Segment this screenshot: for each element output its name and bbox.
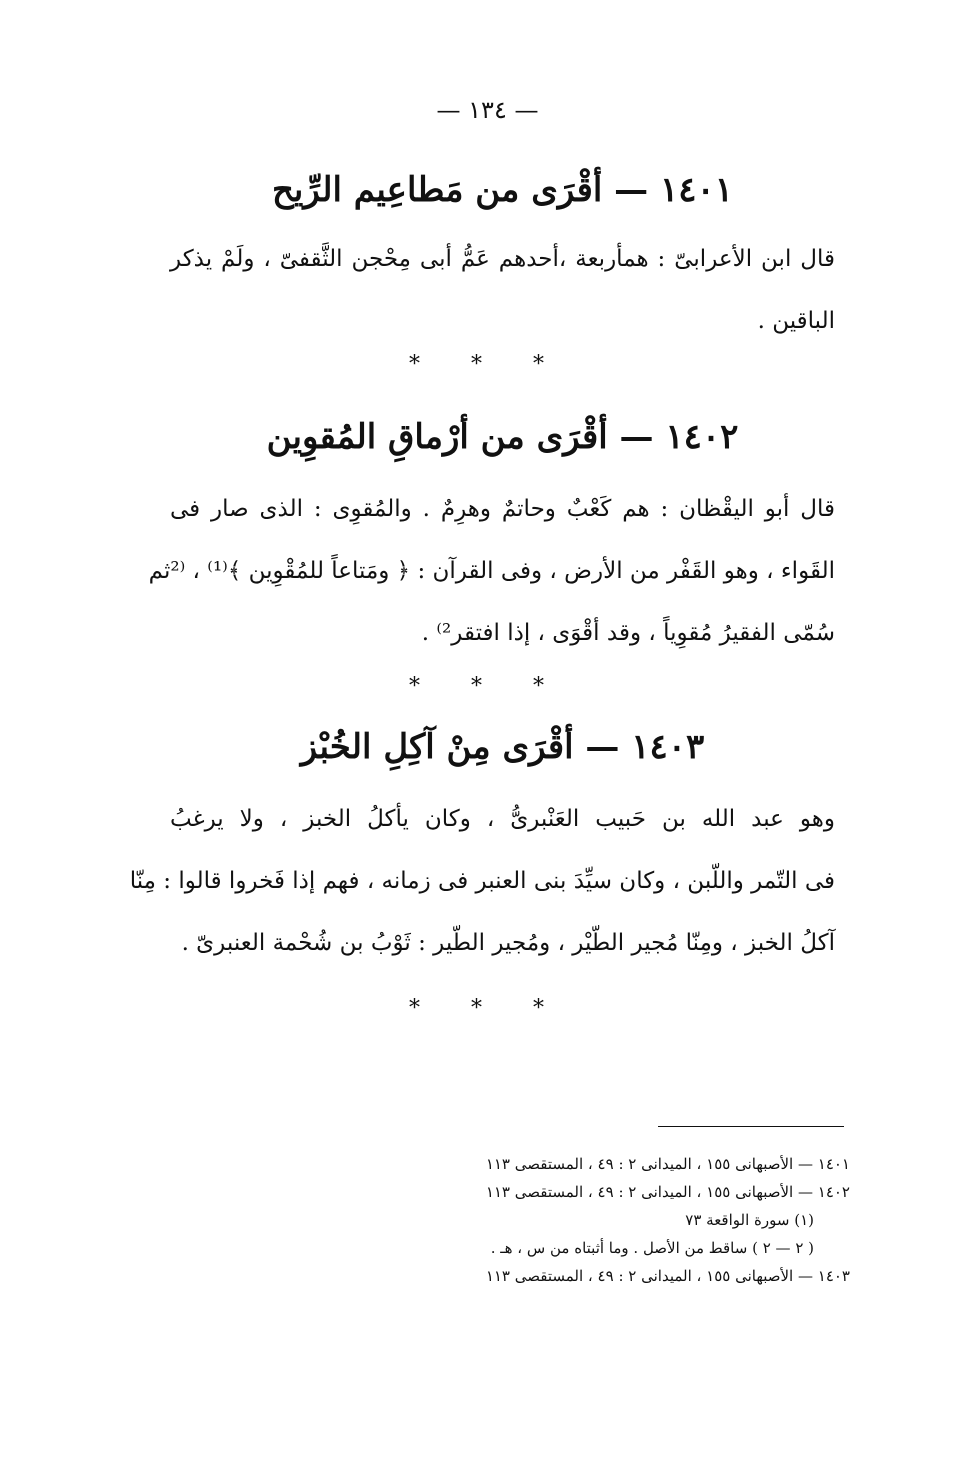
entry-text-1401 bbox=[170, 228, 835, 352]
section-separator: * * * bbox=[409, 674, 566, 699]
text-line: آكلُ الخبز ، ومِنّا مُجير الطّيْر ، ومُجير الطّير : ثَوْبُ بن شُحْمة العنبرىّ . bbox=[181, 930, 835, 956]
footnote-source: ١٤٠١ — الأصبهانى ١٥٥ ، الميدانى ٢ : ٤٩ ، المستقصى ١١٣ bbox=[485, 1155, 850, 1173]
text-line: قال أبو اليقْظان : هم كَعْبٌ وحاتمٌ وهرِمٌ . والمُقوِى : الذى صار فى bbox=[170, 496, 835, 522]
text-line: قال ابن الأعرابىّ : همأربعة ،أحدهم عَمُّ أبى مِحْجن الثَّقفىّ ، ولَمْ يذكر bbox=[170, 246, 835, 272]
section-separator: * * * bbox=[409, 996, 566, 1021]
footnotes bbox=[330, 1150, 850, 1290]
footnote-rule bbox=[658, 1126, 844, 1127]
text-line: سُمّى الفقيرُ مُقوِياً ، وقد أقْوَى ، إذا افتقر²⁾ . bbox=[421, 620, 835, 646]
entry-heading-1402: ١٤٠٢ — أقْرَى من أرْماقِ المُقوِين bbox=[266, 417, 739, 457]
section-separator: * * * bbox=[409, 352, 566, 377]
entry-text-1403 bbox=[129, 788, 835, 974]
page-number: — ١٣٤ — bbox=[436, 96, 539, 124]
text-line: وهو عبد الله بن حَبيب العَنْبرىُّ ، وكان يأكلُ الخبز ، ولا يرغبُ bbox=[170, 806, 835, 832]
entry-heading-1403: ١٤٠٣ — أقْرَى مِنْ آكِلِ الخُبْز bbox=[300, 727, 705, 767]
text-line: الباقين . bbox=[757, 308, 835, 334]
footnote-source: ١٤٠٢ — الأصبهانى ١٥٥ ، الميدانى ٢ : ٤٩ ، المستقصى ١١٣ bbox=[485, 1183, 850, 1201]
footnote-note: (١) سورة الواقعة ٧٣ bbox=[685, 1211, 814, 1229]
footnote-source: ١٤٠٣ — الأصبهانى ١٥٥ ، الميدانى ٢ : ٤٩ ، المستقصى ١١٣ bbox=[485, 1267, 850, 1285]
entry-heading-1401: ١٤٠١ — أقْرَى من مَطاعِيم الرِّيح bbox=[271, 170, 733, 210]
text-line: القَواء ، وهو القَفْر من الأرض ، وفى القرآن : ﴿ ومَتاعاً للمُقْوِين ﴾⁽¹⁾ ، ⁽²ثم bbox=[148, 558, 835, 584]
text-line: فى التّمر واللّبن ، وكان سيِّدَ بنى العنبر فى زمانه ، فهم إذا فَخروا قالوا : مِنّا bbox=[129, 868, 835, 894]
entry-text-1402 bbox=[148, 478, 835, 664]
footnote-note: ( ٢ — ٢ ) ساقط من الأصل . وما أثبتاه من س ، هـ . bbox=[490, 1239, 814, 1257]
